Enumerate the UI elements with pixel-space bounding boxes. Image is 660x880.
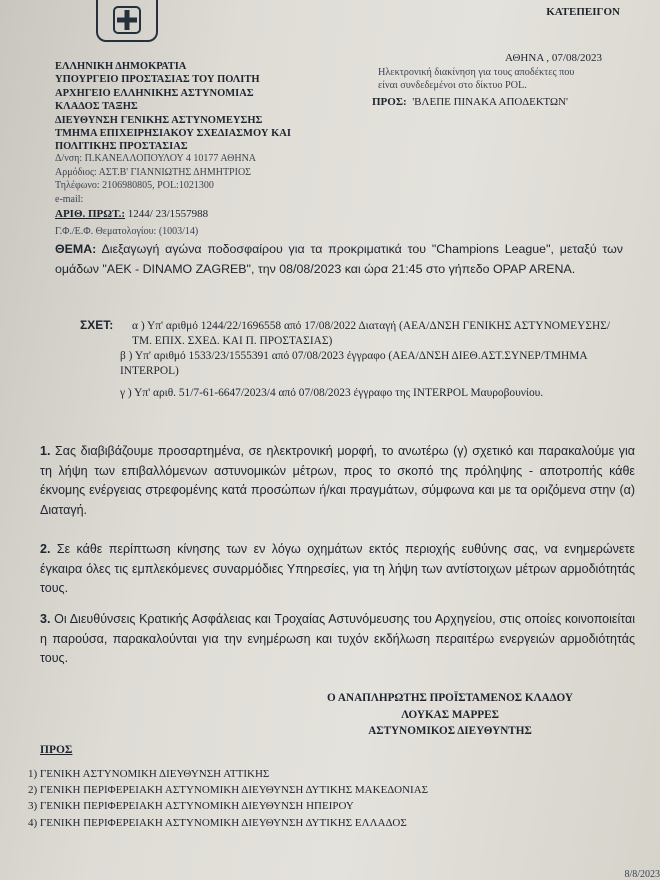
header-line: ΕΛΛΗΝΙΚΗ ΔΗΜΟΚΡΑΤΙΑ: [55, 61, 187, 72]
list-item: 3) ΓΕΝΙΚΗ ΠΕΡΙΦΕΡΕΙΑΚΗ ΑΣΤΥΝΟΜΙΚΗ ΔΙΕΥΘΥΝΣΗ ΗΠΕΙΡΟΥ: [28, 800, 354, 813]
list-item: 2) ΓΕΝΙΚΗ ΠΕΡΙΦΕΡΕΙΑΚΗ ΑΣΤΥΝΟΜΙΚΗ ΔΙΕΥΘΥΝΣΗ ΔΥΤΙΚΗΣ ΜΑΚΕΔΟΝΙΑΣ: [28, 784, 429, 797]
header-line: ΤΜΗΜΑ ΕΠΙΧΕΙΡΗΣΙΑΚΟΥ ΣΧΕΔΙΑΣΜΟΥ ΚΑΙ: [55, 128, 291, 140]
header-line: ΥΠΟΥΡΓΕΙΟ ΠΡΟΣΤΑΣΙΑΣ ΤΟΥ ΠΟΛΙΤΗ: [55, 74, 260, 86]
signatory-name: ΛΟΥΚΑΣ ΜΑΡΡΕΣ: [401, 708, 499, 721]
paragraph-number: 2.: [40, 542, 51, 556]
reference-c: γ ) Υπ' αριθ. 51/7-61-6647/2023/4 από 07/08/2023 έγγραφο της INTERPOL Μαυροβουνίου.: [120, 387, 544, 399]
paragraph-3: [40, 610, 635, 669]
paragraph-number: 3.: [40, 612, 51, 626]
cross-shield-icon: [112, 5, 142, 35]
paragraph-text: Σας διαβιβάζουμε προσαρτημένα, σε ηλεκτρονική μορφή, το ανωτέρω (γ) σχετικό και παρακαλούμε για τη λήψη των επιβαλλόμενων αστυνομικών μέτρων, προς το σκοπό της πρόληψης - αποτροπής κάθε έκνομης ενέργειας στρεφομένης κατά προσώπων ή/και πραγμάτων, σύμφωνα και με τα οριζόμενα στην (α) Διαταγή.: [40, 444, 635, 517]
list-item: 4) ΓΕΝΙΚΗ ΠΕΡΙΦΕΡΕΙΑΚΗ ΑΣΤΥΝΟΜΙΚΗ ΔΙΕΥΘΥΝΣΗ ΔΥΤΙΚΗΣ ΕΛΛΑΔΟΣ: [28, 816, 407, 829]
urgent-label: ΚΑΤΕΠΕΙΓΟΝ: [546, 6, 620, 18]
contact-details: [55, 152, 256, 207]
email-line: e-mail:: [55, 194, 84, 206]
issuer-header: [55, 60, 291, 154]
phone-line: Τηλέφωνο: 2106980805, POL:1021300: [55, 180, 214, 192]
signatory-title: Ο ΑΝΑΠΛΗΡΩΤΗΣ ΠΡΟΪΣΤΑΜΕΝΟΣ ΚΛΑΔΟΥ: [327, 692, 573, 704]
subject-text: Διεξαγωγή αγώνα ποδοσφαίρου για τα προκριματικά του "Champions League", μεταξύ των ομάδων "ΑΕΚ - DINAMO ZAGREB", την 08/08/2023 και ώρα 21:45 στο γήπεδο OPAP ARENA.: [55, 242, 623, 276]
recipients-list: [28, 766, 428, 831]
paragraph-1: [40, 442, 635, 520]
distribution-notice: [378, 67, 633, 92]
header-line: ΚΛΑΔΟΣ ΤΑΞΗΣ: [55, 101, 138, 113]
footer-date: 8/8/2023: [624, 869, 660, 880]
file-code: Γ.Φ./Ε.Φ. Θεματολογίου: (1003/14): [55, 226, 199, 237]
references-label: ΣΧΕΤ:: [80, 318, 114, 332]
subject-label: ΘΕΜΑ:: [55, 242, 97, 256]
to-label: ΠΡΟΣ:: [372, 96, 407, 108]
subject-block: [55, 240, 623, 279]
greek-coat-of-arms-emblem: [96, 0, 158, 42]
recipients-label: ΠΡΟΣ: [40, 744, 73, 756]
header-line: ΠΟΛΙΤΙΚΗΣ ΠΡΟΣΤΑΣΙΑΣ: [55, 141, 188, 153]
header-line: ΑΡΧΗΓΕΙΟ ΕΛΛΗΝΙΚΗΣ ΑΣΤΥΝΟΜΙΑΣ: [55, 87, 254, 99]
notice-line: είναι συνδεδεμένοι στο δίκτυο POL.: [378, 79, 527, 91]
protocol-label: ΑΡΙΘ. ΠΡΩΤ.:: [55, 208, 126, 220]
protocol-value: 1244/ 23/1557988: [127, 208, 209, 220]
header-line: ΔΙΕΥΘΥΝΣΗ ΓΕΝΙΚΗΣ ΑΣΤΥΝΟΜΕΥΣΗΣ: [55, 114, 263, 126]
officer-line: Αρμόδιος: ΑΣΤ.Β' ΓΙΑΝΝΙΩΤΗΣ ΔΗΜΗΤΡΙΟΣ: [55, 166, 251, 178]
signatory-rank: ΑΣΤΥΝΟΜΙΚΟΣ ΔΙΕΥΘΥΝΤΗΣ: [368, 725, 532, 737]
addressee: [372, 96, 568, 108]
reference-b: β ) Υπ' αριθμό 1533/23/1555391 από 07/08/2023 έγγραφο (ΑΕΑ/ΔΝΣΗ ΔΙΕΘ.ΑΣΤ.ΣΥΝΕΡ/ΤΜΗΜΑ INTERPOL): [120, 350, 587, 377]
paragraph-2: [40, 540, 635, 599]
reference-a: α ) Υπ' αριθμό 1244/22/1696558 από 17/08/2022 Διαταγή (ΑΕΑ/ΔΝΣΗ ΓΕΝΙΚΗΣ ΑΣΤΥΝΟΜΕΥΣΗΣ/ΤΜ. ΕΠΙΧ. ΣΧΕΔ. ΚΑΙ Π. ΠΡΟΣΤΑΣΙΑΣ): [132, 320, 610, 347]
paragraph-text: Σε κάθε περίπτωση κίνησης των εν λόγω οχημάτων εκτός περιοχής ευθύνης σας, να ενημερώνετε έγκαιρα όλες τις εμπλεκόμενες συναρμόδιες Υπηρεσίες, για τη λήψη των αντίστοιχων μέτρων αρμοδιότητάς τους.: [40, 542, 635, 596]
paragraph-text: Οι Διευθύνσεις Κρατικής Ασφάλειας και Τροχαίας Αστυνόμευσης του Αρχηγείου, στις οποίες κοινοποιείται η παρούσα, παρακαλούνται για την ενημέρωση και τυχόν εκδήλωση περαιτέρω ενεργειών αρμοδιότητάς τους.: [40, 612, 635, 666]
list-item: 1) ΓΕΝΙΚΗ ΑΣΤΥΝΟΜΙΚΗ ΔΙΕΥΘΥΝΣΗ ΑΤΤΙΚΗΣ: [28, 768, 270, 780]
protocol-number: [55, 208, 208, 220]
address-line: Δ/νση: Π.ΚΑΝΕΛΛΟΠΟΥΛΟΥ 4 10177 ΑΘΗΝΑ: [55, 153, 257, 164]
paragraph-number: 1.: [40, 444, 51, 458]
document-date: ΑΘΗΝΑ , 07/08/2023: [505, 52, 603, 64]
signature-block: [290, 690, 610, 740]
to-value: 'ΒΛΕΠΕ ΠΙΝΑΚΑ ΑΠΟΔΕΚΤΩΝ': [412, 96, 568, 108]
notice-line: Ηλεκτρονική διακίνηση για τους αποδέκτες που: [378, 67, 575, 78]
